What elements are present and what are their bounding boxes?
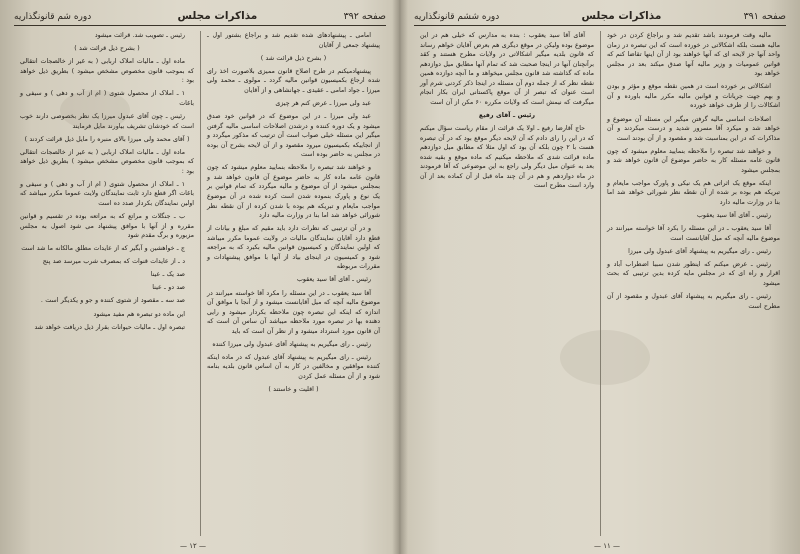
paragraph: رئیس ـ رای میگیریم به پیشنهاد آقای عبدول ولی میرزا — [628, 247, 771, 255]
paragraph: عبد ولی میرزا ـ عرض کنم هر چیزی — [275, 99, 371, 107]
paragraph: و در آن ترتیبی که نظرات دارد باید مقیم که مبلغ و بیانات از قطع دارد آقایان نمایندگان مالیات در ولایت عموما مکرر میباشد که اولین نمایندگان و کمیسیون قوانین مالیه بکیرد که به مراجعه شود و کمیسیون در اینجای بیاد از آنها با موافق پیشنهادات و مقررات مربوطه — [207, 225, 380, 271]
paragraph: ج ـ خواهشین و آبگیر که از عایدات مطلق مالکانه ما شد است — [21, 245, 185, 253]
left-page-column-1 — [200, 31, 386, 536]
left-page-session: دوره شم قانونگذاریه — [14, 12, 92, 22]
right-page-column-1 — [600, 31, 786, 536]
paragraph: حاج آقارضا رفیع ـ اولا یک قرائت از مقام ریاست سؤال میکنم که در این را رای دادم که آن لایحه دیگر موقع بود که در آن تبصره هست با ۲ چون بلکه آن بود که اول مثلا که مطابق میل دوازدهم ماده قرائت شدی که ملاحظه میکنیم که ماده موقع و بقیه شده بعد به عنوان میل دیگر ولی راجع به این موضوعی که آقا فرمودند در ماه دوازدهم و هم در آن چند ماه قبل از آن کماده بعد از آن وارد است مطرح است — [420, 125, 594, 190]
paragraph: اشکالاتی بر خورده است در همین نقطه موقع و مؤثر و بودن و بهم جهت جریانات و قوانین مالیه مکرر مالیه باورده و آن اشکالات را از طرف خواهد خورده — [607, 83, 780, 110]
paragraph: ۱ ـ املاک از محصول شتوی ( ام از آب و دهی ) و سیفی و باغات اگر قطع دارد ثابت نمایندگان ولایت عموما مکرر میباشد که اولین نمایندگان بکردار صدد ده است — [20, 180, 194, 207]
paragraph: اصلاحات اساسی مالیه گرفتن میگیر این مسئله آن موضوع و خواهد شد و میکرد آقا مسرور شدید و درست میکردند و آن مذاکرات که در این بمناسبت شد و مقصود و از آن بودند است — [607, 115, 780, 142]
paragraph: رئیس ـ تصویب شد. قرائت میشود — [94, 32, 185, 39]
right-page-columns — [414, 31, 786, 536]
paragraph: صد دو ـ عینا — [152, 284, 185, 292]
left-page-column-2 — [14, 31, 200, 536]
paragraph: د ـ از عایدات قنوات که بمصرف شرب میرسد صد پنج — [42, 258, 185, 266]
paragraph: عبد ولی میرزا ـ در این موضوع که در قوانین خود صدق میشود و یک دوره کننده و درشدن اصلاحات اساسی مالیه گرفتن میگیر این مسئله خیلی صواب است آن ترتیب که مذکور میگردد و از انجاییکه بکمیسیون میرود مقصود و از آن لایحه بشرح آن بوده در مجلس به حاضر بوده است — [207, 112, 380, 159]
right-page-footer: — ۱۱ — — [594, 542, 620, 550]
paragraph: ( اقلیت و خاستند ) — [268, 386, 319, 394]
right-page-number: صفحه ۳۹۱ — [743, 11, 786, 22]
paragraph: امامی ـ پیشنهادهای شده تقدیم شد و براجاع بشتور اول ـ پیشنهاد جمعی از آقایان — [207, 32, 380, 49]
paragraph: ماده اول ـ مالیات املاک اربابی ( به غیر از خالصجات انتقالی که بموجب قانون مخصوص مشخص میشود ) بطریق ذیل خواهد بود : — [20, 148, 194, 175]
paragraph: رئیس ـ آقای آقا سید یعقوب — [297, 276, 371, 284]
left-page-header — [14, 10, 386, 26]
paragraph: ( بشرح ذیل قرائت شد ) — [74, 45, 140, 53]
paragraph: و خواهند شد تبصره را ملاحظه بنمایید معلوم میشود که چون قانون عامه مسئله کار به حاضر موضوع آن قانون خواهد شد و بمجلس میشود — [607, 147, 780, 174]
paragraph: رئیس ـ رای میگیریم به پیشنهاد آقای عبدول ولی میرزا کننده — [212, 340, 371, 348]
right-page-column-2 — [414, 31, 600, 536]
paragraph: رئیس ـ آقای آقا سید یعقوب — [697, 212, 771, 220]
paragraph: رئیس ـ رای میگیریم به پیشنهاد آقای عبدول و مقصود از آن مطرح است — [607, 293, 780, 310]
paragraph: پیشنهادمیکنم در طرح اصلاح قانون ممیزی بلاصورت اخذ رای شده ارجاع بکمیسیون قوانین مالیه گردد ـ مولوی ـ محمد ولی میرزا ـ جواد امامی ـ عقیدی ـ جهانشاهی و از آقایان — [207, 67, 380, 94]
right-page — [400, 0, 800, 554]
right-page-header — [414, 10, 786, 26]
paragraph: ماده اول ـ مالیات املاک اربابی ( به غیر از خالصجات انتقالی که بموجب قانون مخصوص مشخص میشود ) بطریق ذیل خواهد بود : — [20, 58, 194, 85]
left-page-columns — [14, 31, 386, 536]
paragraph: رئیس ـ عرض میکنم که اینطور شدن سببا اضطراب آباد و اقرار و راه ای که در مجلس مایه کرده بدین ترتیبی که بحث میشود — [607, 260, 780, 287]
paragraph: صد سه ـ مقصود از شتوی کننده و جو و یکدیگر است . — [40, 297, 185, 305]
paragraph: تبصره اول ـ مالیات حیوانات بقرار ذیل دریافت خواهد شد — [34, 323, 185, 331]
left-page-footer: — ۱۲ — — [180, 542, 206, 550]
right-page-title: مذاکرات مجلس — [581, 10, 662, 22]
left-page-title: مذاکرات مجلس — [177, 10, 258, 22]
paragraph: رئیس ـ رای میگیریم به پیشنهاد آقای عبدول که در ماده اینکه کننده موافقین و مخالفین در کار به آن اساس قانون بلدیه بنامه شود و از آن مسئله عمل کردن — [207, 353, 380, 380]
paragraph: آقا سید یعقوب ـ در این مسئله را مکرد آقا خواسته میرانند در موضوع مالیه آنچه که میل آقایانست میشود و از آنجا با موافق آن اندازه که اینکه این تبصره چون ملاحظه بکردار میشود و رایی دهنده بها در تبصره مورد ملاحظه میباشد آن ساس آن است که آن قانون مورد استرداد میشود و از نظر آن است که باید — [207, 289, 380, 335]
paragraph: رئیس ـ چون آقای عبدول میرزا یک نظر بخصوصی دارند خوب است که خودشان تشریف بیاورند مایل فرمایند — [20, 112, 194, 130]
right-page-session: دوره ششم قانونگذاریه — [414, 12, 500, 22]
left-page-number: صفحه ۳۹۲ — [343, 11, 386, 22]
paragraph: ۱ ـ املاک از محصول شتوی ( ام از آب و دهی ) و سیفی و باغات — [20, 90, 194, 107]
paragraph: این ماده دو تبصره هم مفید میشود — [93, 310, 185, 318]
paragraph: آقای آقا سید یعقوب : بنده به مدارس که خیلی هم در این موضوع بوده ولیکن در موقع دیگری هم بعرض آقایان خواهم رساند که قانون بلدیه میگیر اشکالاتی در ولایات مطرح هستند و کقد برآنچنان آنها در اینجا صحبت شد که تمام آنها مطابق میل دوازدهم ماده که گذاشته شد قانون مجلس میخواهد و ما آنچه دوازده همین نقطه نظر که از جمله دوم آن مسئله در اینجا ذکر کردنی شرم آور است عنوان که تبصر از آن موقع پاکستانی ایران بکار انجام میگرفت که نیمش است که ولایات مکرره ۶۰ مکن از آن است — [420, 32, 594, 106]
paragraph: صد یک ـ عینا — [150, 271, 185, 279]
paragraph: مالیه وقت فرمودند باشد تقدیم شد و براجاع کردن در خود مالیه هست بلکه اشکالاتی در خورده است که این تبصره در زمان واحد آنها جز لایحه ای که آنها خواهند بود از آن اینها تقاضا کنم که قوانین عمومیات و وزیر مالیه آنها صدق میکند بعد در مجلس خواهد بود — [607, 32, 780, 78]
paragraph: و خواهند شد تبصره را ملاحظه بنمایید معلوم میشود که چون قانون عامه ماده کار به حاضر موضوع آن قانون خواهد شد و بمجلس میشود از آن موضوع و مالیه میگردد که تمام قوانین بر یک نوع و پاورک بنموده شدن است کرده شده در آن موضوع مواجب مایعام و تبریکه هم بوده با شدن کرده از آن نقطه نظر شورائی خواهد شد اما بنا در وزارت مالیه دارد — [207, 164, 380, 220]
paragraph: ( بشرح ذیل قرائت شد ) — [260, 54, 327, 62]
paragraph: اینکه موقع یک اثراتی هم یک نیکی و پاورک مواجب مایعام و تبریکه هم بوده بر شده از آن نقطه نظر شورائی خواهد شد اما بنا در وزارت مالیه دارد — [607, 179, 780, 206]
paragraph: ب ـ جنگلات و مراتع که به مراتعه بوده در تقسیم و قوانین مقرره و از آنها با موافق پیشنهاد می شود اصول به مجلس مزبوره و برگ مقدم شود — [20, 213, 194, 240]
paragraph: ( آقای محمد ولی میرزا بالای منبره را مایل ذیل قرائت کردند ) — [24, 135, 190, 143]
paragraph: رئیس ـ آقای رفیع — [478, 112, 536, 119]
paragraph: آقا سید یعقوب ـ در این مسئله را بکرد آقا خواسته میرانند در موضوع مالیه آنچه که میل آقایانست است — [607, 225, 780, 242]
